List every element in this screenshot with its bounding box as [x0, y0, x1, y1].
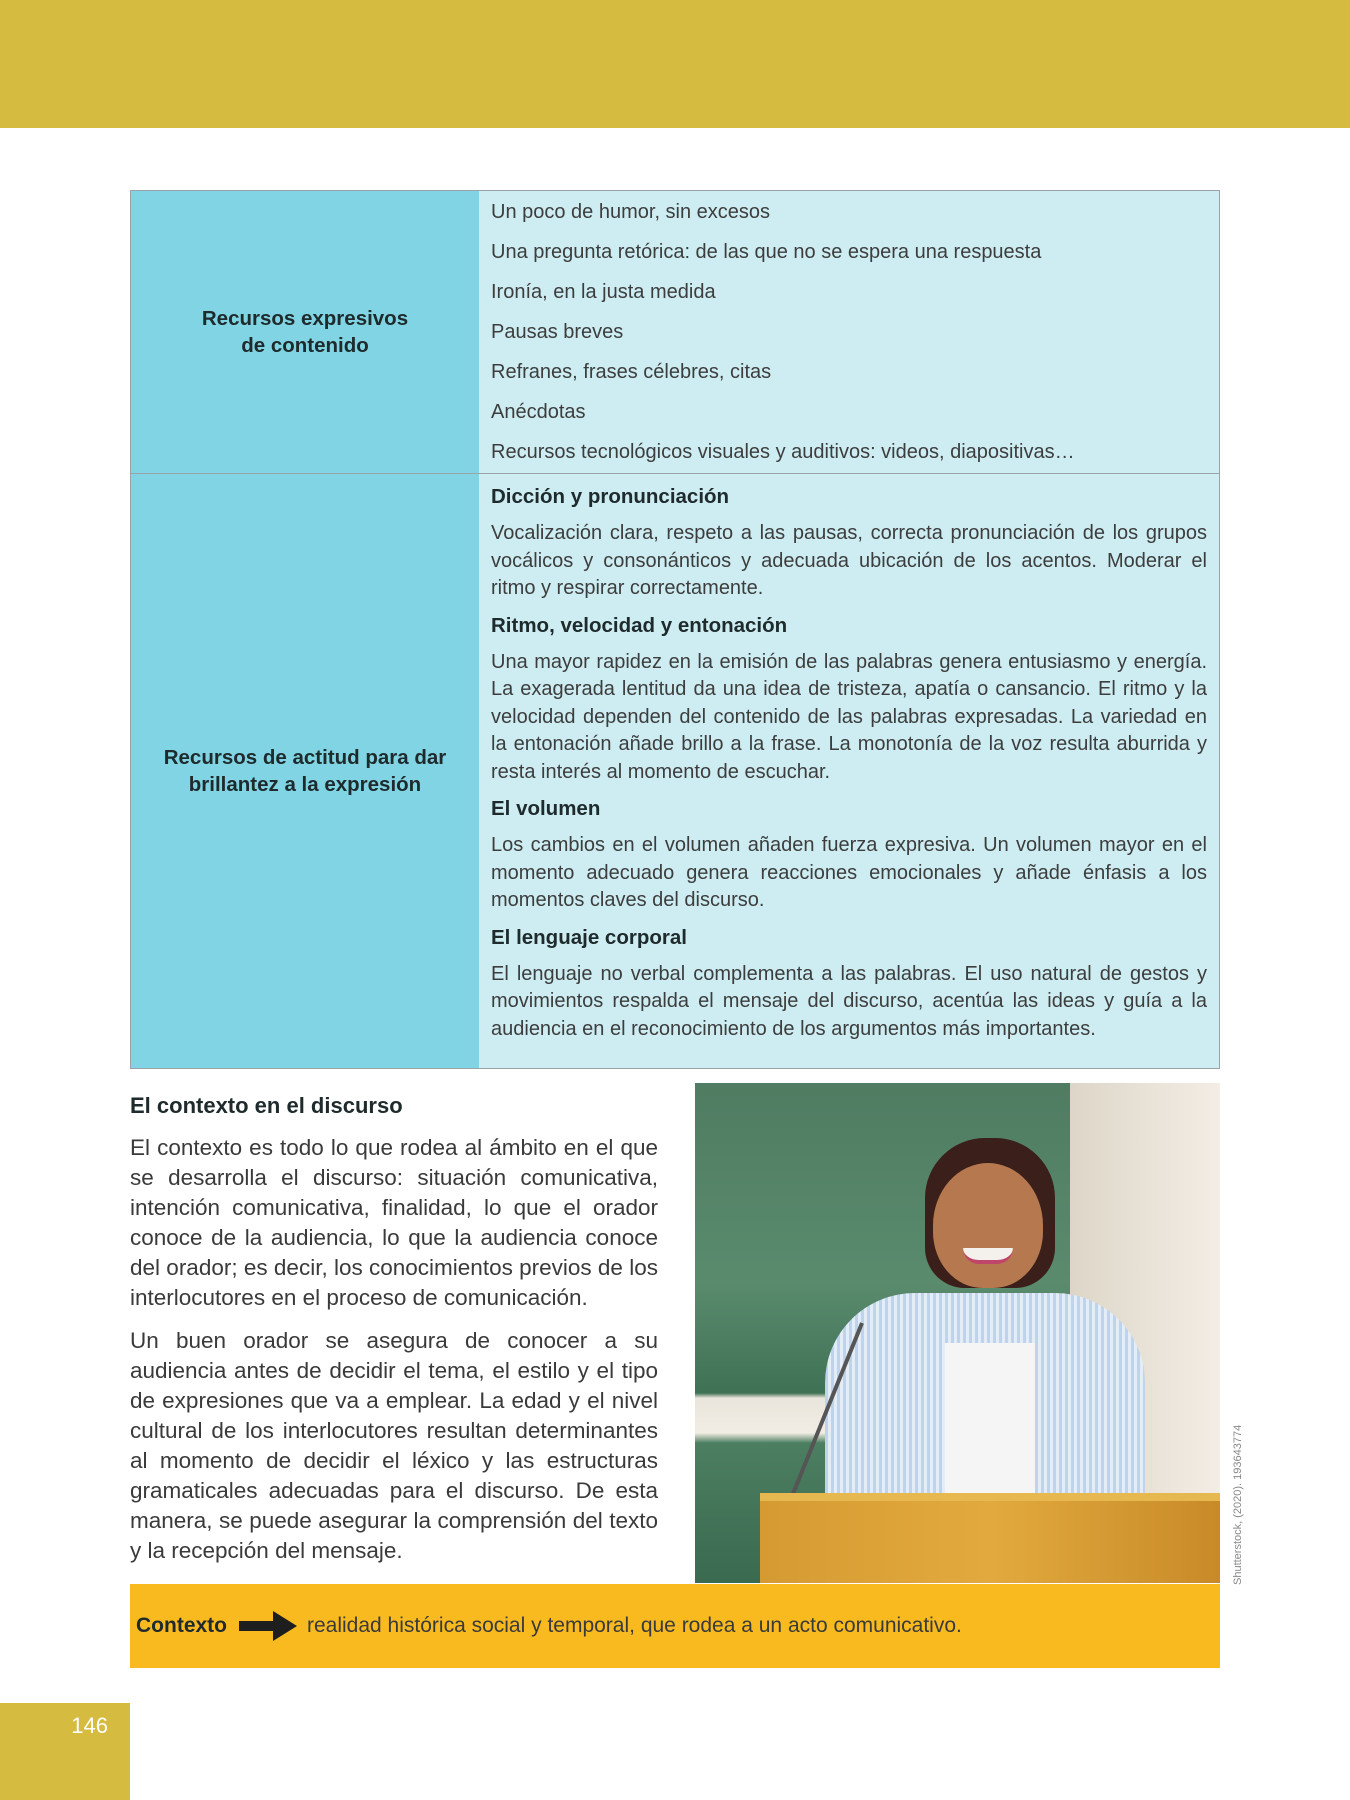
row-label-line: Recursos de actitud para dar	[163, 746, 447, 769]
row-label	[131, 474, 479, 1068]
row-label-line: brillantez a la expresión	[188, 773, 422, 796]
row-label	[131, 191, 479, 473]
section-heading: El lenguaje corporal	[491, 925, 687, 949]
list-item: Ironía, en la justa medida	[491, 281, 716, 303]
photo-podium	[760, 1493, 1220, 1583]
list-item: Refranes, frases célebres, citas	[491, 361, 772, 383]
photo-face	[933, 1163, 1043, 1288]
section-heading: El volumen	[491, 797, 601, 820]
table-row	[131, 474, 1219, 1068]
header-band	[0, 0, 1350, 128]
section-text: Vocalización clara, respeto a las pausas, correcta pronunciación de los grupos vocálicos y consonánticos y adecuada ubicación de los acentos. Moderar el ritmo y respirar correctamente.	[491, 522, 1207, 599]
row-label-line: Recursos expresivos	[201, 307, 409, 330]
list-item: Pausas breves	[491, 321, 624, 343]
row-content	[479, 191, 1219, 473]
section-heading: Ritmo, velocidad y entonación	[491, 613, 788, 637]
row-label-line: de contenido	[241, 334, 369, 357]
page-number-box	[0, 1703, 130, 1800]
row-content	[479, 474, 1219, 1068]
resources-table	[130, 190, 1220, 1069]
list-item: Recursos tecnológicos visuales y auditivos: videos, diapositivas…	[491, 441, 1075, 463]
page-number: 146	[71, 1713, 108, 1738]
photo-tshirt	[945, 1343, 1035, 1513]
speaker-photo	[695, 1083, 1220, 1583]
section-title: El contexto en el discurso	[130, 1093, 403, 1118]
section-text: Una mayor rapidez en la emisión de las palabras genera entusiasmo y energía. La exagerada lentitud da una idea de tristeza, apatía o cansancio. El ritmo y la velocidad dependen del contenido de las palabras expresadas. La variedad en la entonación añade brillo a la frase. La monotonía de la voz resulta aburrida y resta interés al momento de escuchar.	[491, 650, 1207, 783]
photo-credit: Shutterstock, (2020). 193643774	[1232, 1424, 1244, 1585]
section-text: Los cambios en el volumen añaden fuerza expresiva. Un volumen mayor en el momento adecuado genera reacciones emocionales y añade énfasis a los momentos claves del discurso.	[491, 834, 1207, 911]
table-row	[131, 191, 1219, 474]
list-item: Anécdotas	[491, 401, 586, 423]
list-item: Un poco de humor, sin excesos	[491, 201, 771, 223]
body-paragraph: Un buen orador se asegura de conocer a su audiencia antes de decidir el tema, el estilo y el tipo de expresiones que va a emplear. La edad y el nivel cultural de los interlocutores resultan determinantes al momento de decidir el léxico y las estructuras gramaticales adecuadas para el discurso. De esta manera, se puede asegurar la comprensión del texto y la recepción del mensaje.	[130, 1328, 658, 1563]
callout-definition: realidad histórica social y temporal, que rodea a un acto comunicativo.	[307, 1614, 962, 1637]
list-item: Una pregunta retórica: de las que no se espera una respuesta	[491, 241, 1042, 263]
section-text: El lenguaje no verbal complementa a las palabras. El uso natural de gestos y movimientos respalda el mensaje del discurso, acentúa las ideas y guía a la audiencia en el reconocimiento de los argumentos más importantes.	[491, 962, 1207, 1040]
right-arrow-icon	[239, 1611, 297, 1641]
callout-term: Contexto	[136, 1614, 227, 1637]
definition-callout	[130, 1584, 1220, 1668]
section-heading: Dicción y pronunciación	[491, 485, 730, 508]
body-paragraph: El contexto es todo lo que rodea al ámbito en el que se desarrolla el discurso: situación comunicativa, intención comunicativa, finalidad, lo que el orador conoce de la audiencia, lo que la audiencia conoce del orador; es decir, los conocimientos previos de los interlocutores en el proceso de comunicación.	[130, 1135, 658, 1310]
